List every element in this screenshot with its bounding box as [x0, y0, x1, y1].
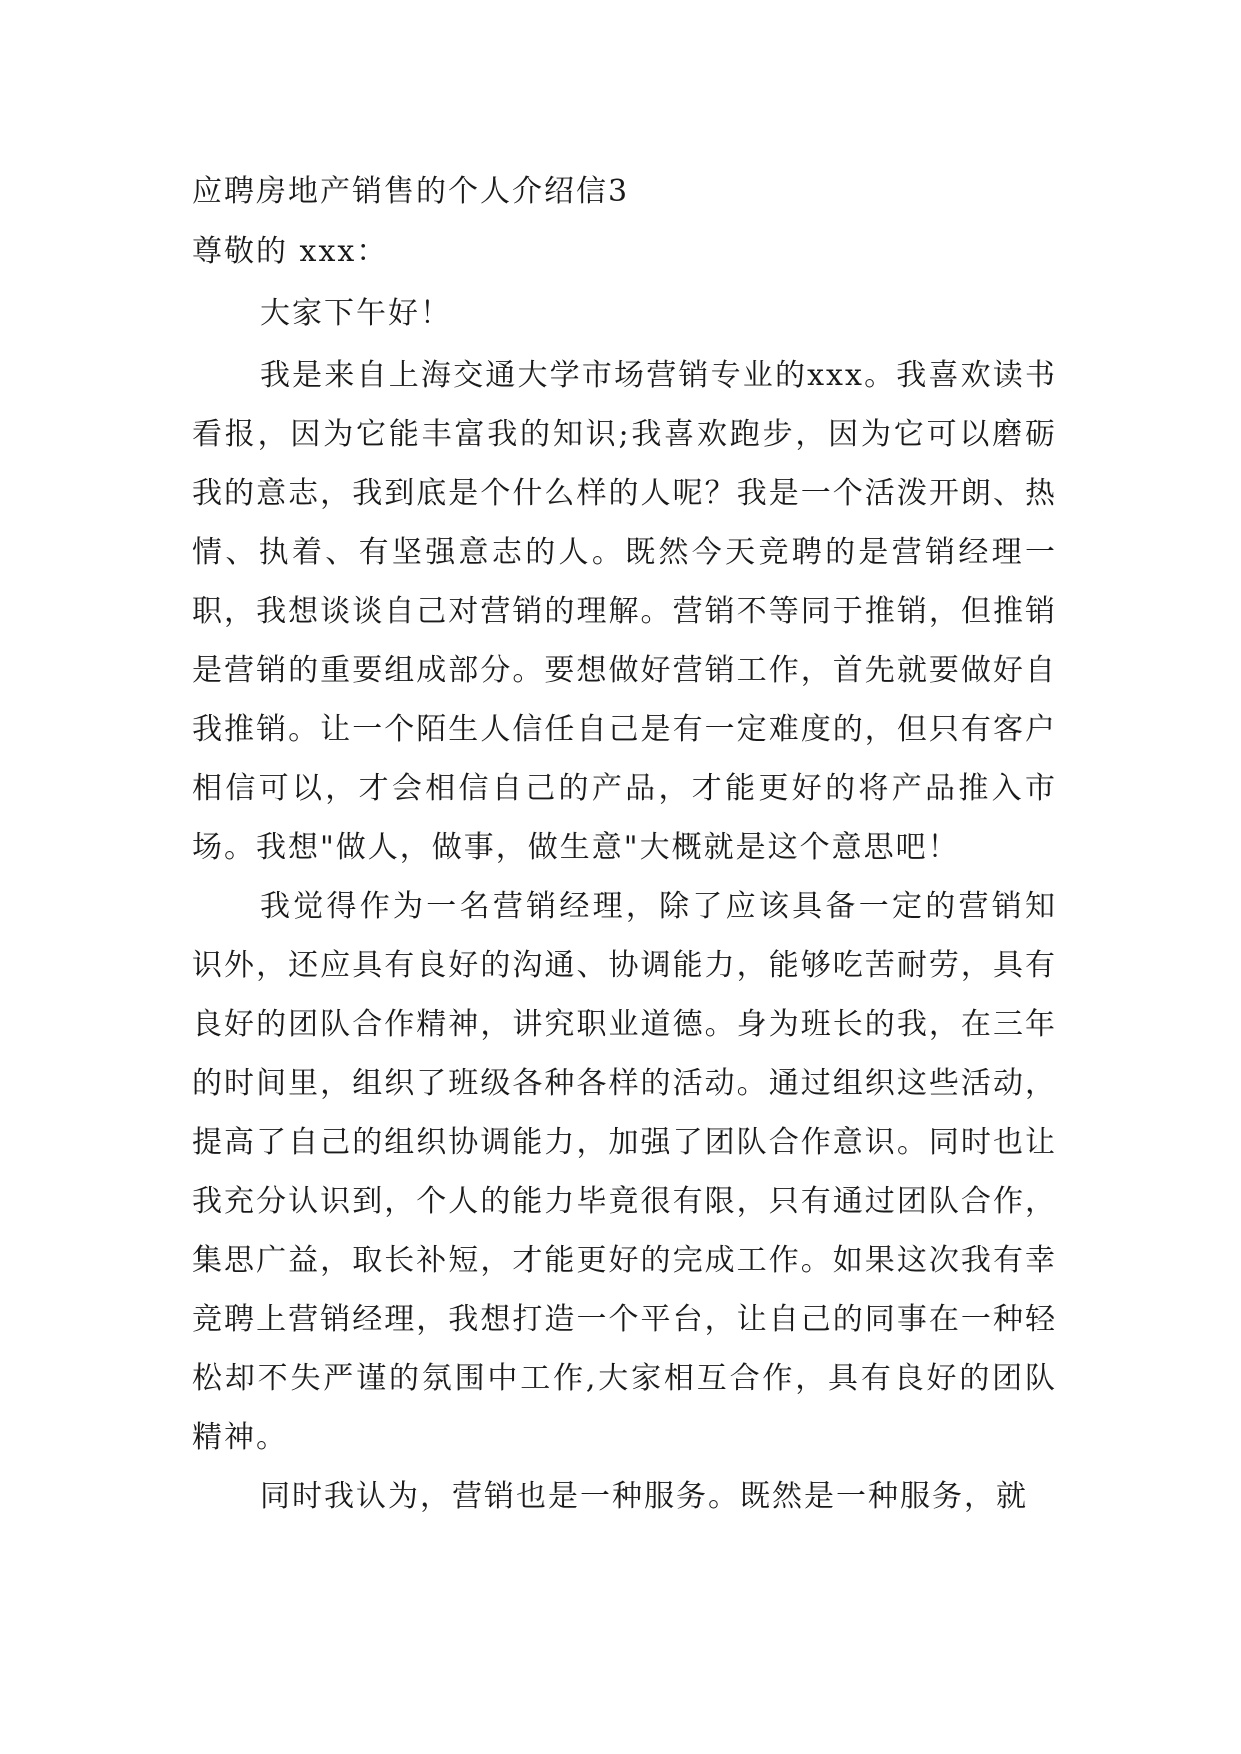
paragraph-qualities: 我觉得作为一名营销经理，除了应该具备一定的营销知识外，还应具有良好的沟通、协调能力，能够吃苦耐劳，具有良好的团队合作精神，讲究职业道德。身为班长的我，在三年的时间里，组织了班级各种各样的活动。通过组织这些活动，提高了自己的组织协调能力，加强了团队合作意识。同时也让我充分认识到，个人的能力毕竟很有限，只有通过团队合作，集思广益，取长补短，才能更好的完成工作。如果这次我有幸竞聘上营销经理，我想打造一个平台，让自己的同事在一种轻松却不失严谨的氛围中工作,大家相互合作，具有良好的团队精神。 [192, 889, 1057, 1455]
recipient-line: 尊敬的 xxx： [192, 234, 389, 269]
document-body [192, 162, 1057, 1526]
paragraph-service: 同时我认为，营销也是一种服务。既然是一种服务，就 [260, 1479, 1028, 1514]
document-title: 应聘房地产销售的个人介绍信3 [192, 174, 630, 209]
paragraph-introduction: 我是来自上海交通大学市场营销专业的xxx。我喜欢读书看报，因为它能丰富我的知识;我喜欢跑步，因为它可以磨砺我的意志，我到底是个什么样的人呢？我是一个活泼开朗、热情、执着、有坚强意志的人。既然今天竞聘的是营销经理一职，我想谈谈自己对营销的理解。营销不等同于推销，但推销是营销的重要组成部分。要想做好营销工作，首先就要做好自我推销。让一个陌生人信任自己是有一定难度的，但只有客户相信可以，才会相信自己的产品，才能更好的将产品推入市场。我想"做人，做事，做生意"大概就是这个意思吧！ [192, 358, 1057, 865]
salutation-line: 大家下午好！ [260, 296, 452, 331]
